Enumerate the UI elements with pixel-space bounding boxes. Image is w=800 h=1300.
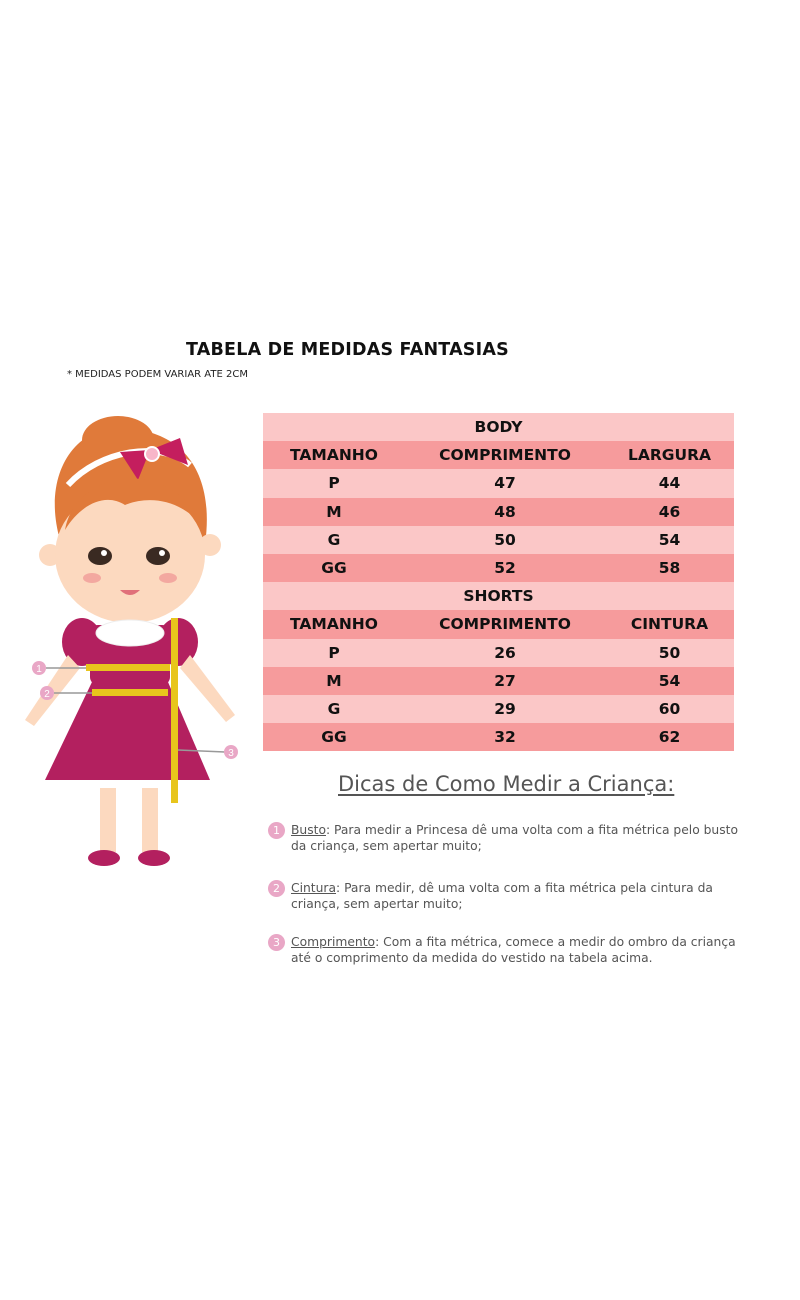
table-cell: GG — [263, 723, 405, 751]
body-heading: BODY — [263, 413, 734, 441]
page-title: TABELA DE MEDIDAS FANTASIAS — [186, 340, 509, 360]
table-cell: GG — [263, 554, 405, 582]
tip-number-badge: 2 — [268, 880, 285, 897]
tip-number-badge: 1 — [268, 822, 285, 839]
table-row — [263, 667, 734, 695]
table-row — [263, 695, 734, 723]
table-cell: G — [263, 526, 405, 554]
table-cell: 60 — [605, 695, 734, 723]
table-cell: P — [263, 639, 405, 667]
waist-marker-label: 2 — [44, 689, 50, 700]
tip-term: Busto — [291, 823, 326, 837]
column-header: TAMANHO — [263, 441, 405, 469]
column-header: CINTURA — [605, 610, 734, 638]
table-cell: 27 — [405, 667, 605, 695]
column-header: LARGURA — [605, 441, 734, 469]
length-marker-label: 3 — [228, 748, 234, 759]
tip-text: : Para medir, dê uma volta com a fita métrica pela cintura da criança, sem apertar muito; — [291, 881, 713, 911]
table-cell: 58 — [605, 554, 734, 582]
table-cell: 46 — [605, 498, 734, 526]
table-cell: 62 — [605, 723, 734, 751]
table-cell: 50 — [405, 526, 605, 554]
table-cell: 29 — [405, 695, 605, 723]
table-section-heading-row — [263, 413, 734, 441]
tip-text: : Com a fita métrica, comece a medir do ombro da criança até o comprimento da medida do vestido na tabela acima. — [291, 935, 736, 965]
table-row — [263, 498, 734, 526]
tip-term: Comprimento — [291, 935, 376, 949]
tip-term: Cintura — [291, 881, 337, 895]
shorts-heading: SHORTS — [263, 582, 734, 610]
table-header-row — [263, 441, 734, 469]
table-cell: 54 — [605, 526, 734, 554]
table-header-row — [263, 610, 734, 638]
table-row — [263, 554, 734, 582]
tip-text: : Para medir a Princesa dê uma volta com a fita métrica pelo busto da criança, sem apertar muito; — [291, 823, 738, 853]
table-cell: M — [263, 667, 405, 695]
column-header: COMPRIMENTO — [405, 610, 605, 638]
tip-number-badge: 3 — [268, 934, 285, 951]
table-cell: 48 — [405, 498, 605, 526]
table-row — [263, 723, 734, 751]
table-row — [263, 639, 734, 667]
table-cell: G — [263, 695, 405, 723]
table-cell: P — [263, 469, 405, 497]
size-variation-note: * MEDIDAS PODEM VARIAR ATE 2CM — [67, 369, 248, 380]
size-table — [263, 413, 734, 751]
tips-title: Dicas de Como Medir a Criança: — [338, 772, 675, 796]
column-header: COMPRIMENTO — [405, 441, 605, 469]
table-cell: 54 — [605, 667, 734, 695]
bust-marker-label: 1 — [36, 664, 42, 675]
table-cell: 52 — [405, 554, 605, 582]
table-section-heading-row — [263, 582, 734, 610]
table-cell: 44 — [605, 469, 734, 497]
table-cell: 50 — [605, 639, 734, 667]
column-header: TAMANHO — [263, 610, 405, 638]
girl-measurement-illustration — [20, 410, 250, 880]
table-cell: 32 — [405, 723, 605, 751]
table-cell: M — [263, 498, 405, 526]
table-cell: 47 — [405, 469, 605, 497]
table-cell: 26 — [405, 639, 605, 667]
table-row — [263, 526, 734, 554]
table-row — [263, 469, 734, 497]
